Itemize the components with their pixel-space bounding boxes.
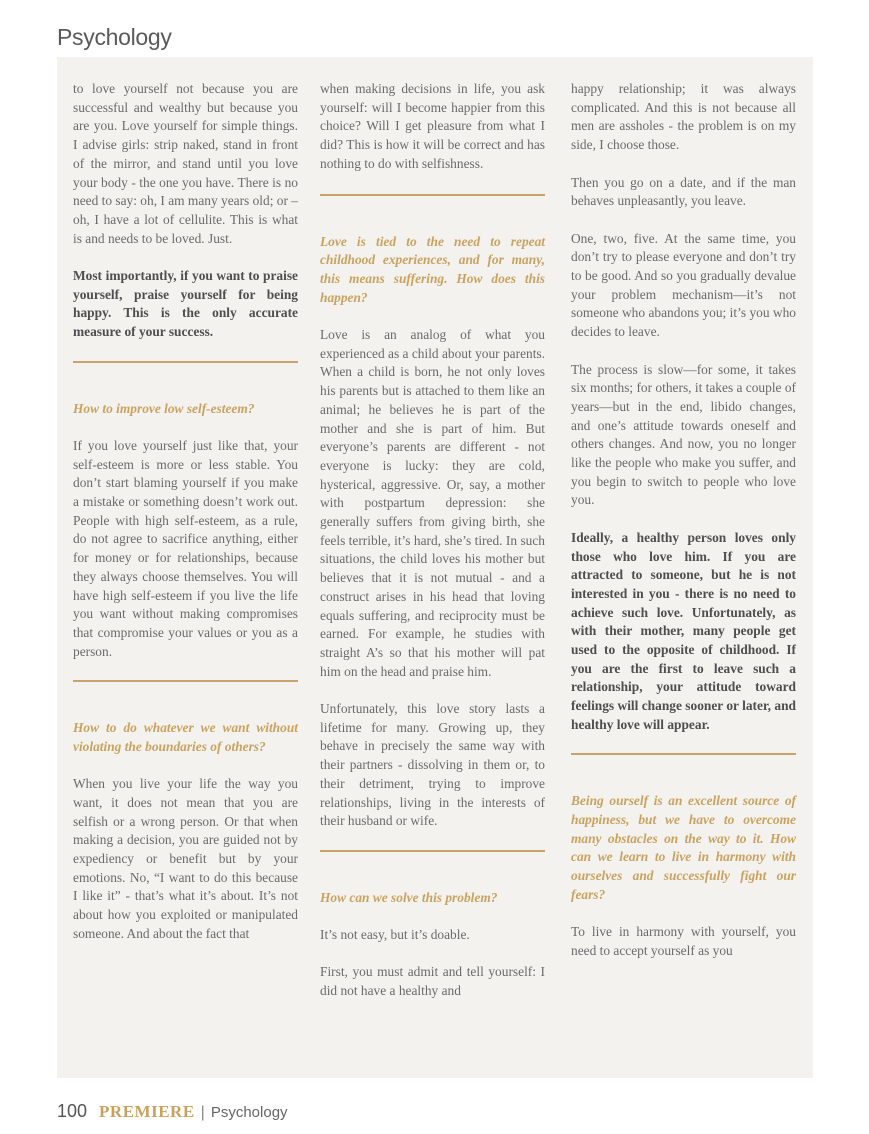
brand-logo: PREMIERE [99,1102,195,1121]
article-panel [57,57,813,1078]
bold-paragraph: Ideally, a healthy person loves only those who love him. If you are attracted to someone, but he is not interested in you - there is no need to achieve such love. Unfortunately, as with their mother, many people get used to the opposite of childhood. If you are the first to leave such a relationship, your attitude toward feelings will change sooner or later, and healthy love will appear. [571,529,796,732]
paragraph: First, you must admit and tell yourself: I did not have a healthy and [320,964,545,999]
divider [320,850,545,852]
page-footer [57,1101,288,1122]
paragraph: Then you go on a date, and if the man behaves unpleasantly, you leave. [571,174,796,209]
paragraph: happy relationship; it was always complicated. And this is not because all men are assholes - the problem is on my side, I choose those. [571,81,796,153]
question-heading: How to improve low self-esteem? [73,400,255,416]
paragraph: It’s not easy, but it’s doable. [320,927,470,943]
paragraph: When you live your life the way you want, it does not mean that you are selfish or a wrong person. Or that when making a decision, you are guided not by expediency or benefit but by your emotions. No, “I want to do this because I like it” - that’s what it’s about. It’s not about how you exploited or manipulated someone. And about the fact that [73,776,298,941]
paragraph: The process is slow—for some, it takes six months; for others, it takes a couple of years—but in the end, libido changes, and one’s attitude towards oneself and others changes. And now, you no longer like the people who make you suffer, and you begin to switch to people who love you. [571,361,796,508]
paragraph: Love is an analog of what you experienced as a child about your parents. When a child is born, he not only loves his parents but is attached to them like an animal; he believes he is part of the mother and she is part of him. But everyone’s parents are different - not everyone is lucky: they are cold, hysterical, aggressive. Or, say, a mother with postpartum depression: she generally suffers from giving birth, she feels terrible, it’s hard, she’s tired. In such situations, the child loves his mother but believes that it is not mutual - and a construct arises in his head that loving equals suffering, and reciprocity must be earned. For example, he studies with straight A’s so that his mother will pat him on the head and praise him. [320,327,545,679]
footer-section-label: Psychology [210,1104,288,1121]
question-heading: Being ourself is an excellent source of happiness, but we have to overcome many obstacles on the way to it. How can we learn to live in harmony with ourselves and successfully fight our fears? [571,793,796,902]
question-heading: Love is tied to the need to repeat childhood experiences, and for many, this means suffering. How does this happen? [320,233,545,305]
paragraph: to love yourself not because you are successful and wealthy but because you are you. Love yourself for simple things. I advise girls: strip naked, stand in front of the mirror, and stand until you love your body - the one you have. There is no need to say: oh, I am many years old; or – oh, I have a lot of cellulite. This is what is and needs to be loved. Just. [73,81,298,246]
divider [73,680,298,682]
paragraph: Unfortunately, this love story lasts a lifetime for many. Growing up, they behave in precisely the same way with their partners - dissolving in them or, to their detriment, trying to improve relationships, living in the interests of their husband or wife. [320,701,545,829]
page-number: 100 [57,1101,88,1121]
section-title: Psychology [57,24,172,50]
footer-separator: | [200,1104,205,1121]
divider [73,361,298,363]
divider [571,753,796,755]
question-heading: How can we solve this problem? [320,889,498,905]
divider [320,194,545,196]
column-1 [73,80,298,962]
paragraph: when making decisions in life, you ask yourself: will I become happier from this choice? Will I get pleasure from what I did? This is how it will be correct and has nothing to do with selfishness. [320,81,545,171]
question-heading: How to do whatever we want without violating the boundaries of others? [73,720,298,754]
paragraph: To live in harmony with yourself, you need to accept yourself as you [571,924,796,958]
column-3 [571,80,796,979]
column-2 [320,80,545,1020]
bold-paragraph: Most importantly, if you want to praise yourself, praise yourself for being happy. This is the only accurate measure of your success. [73,268,298,340]
paragraph: If you love yourself just like that, your self-esteem is more or less stable. You don’t start blaming yourself if you make a mistake or something doesn’t work out. People with high self-esteem, as a rule, do not agree to sacrifice anything, either for money or for relationships, because they always choose themselves. You will have high self-esteem if you live the life you want without making compromises that compromise your values or you as a person. [73,437,298,659]
paragraph: One, two, five. At the same time, you don’t try to please everyone and don’t try to be good. And so you gradually devalue your problem mechanism—it’s not someone who abandons you; it’s you who decides to leave. [571,230,796,340]
